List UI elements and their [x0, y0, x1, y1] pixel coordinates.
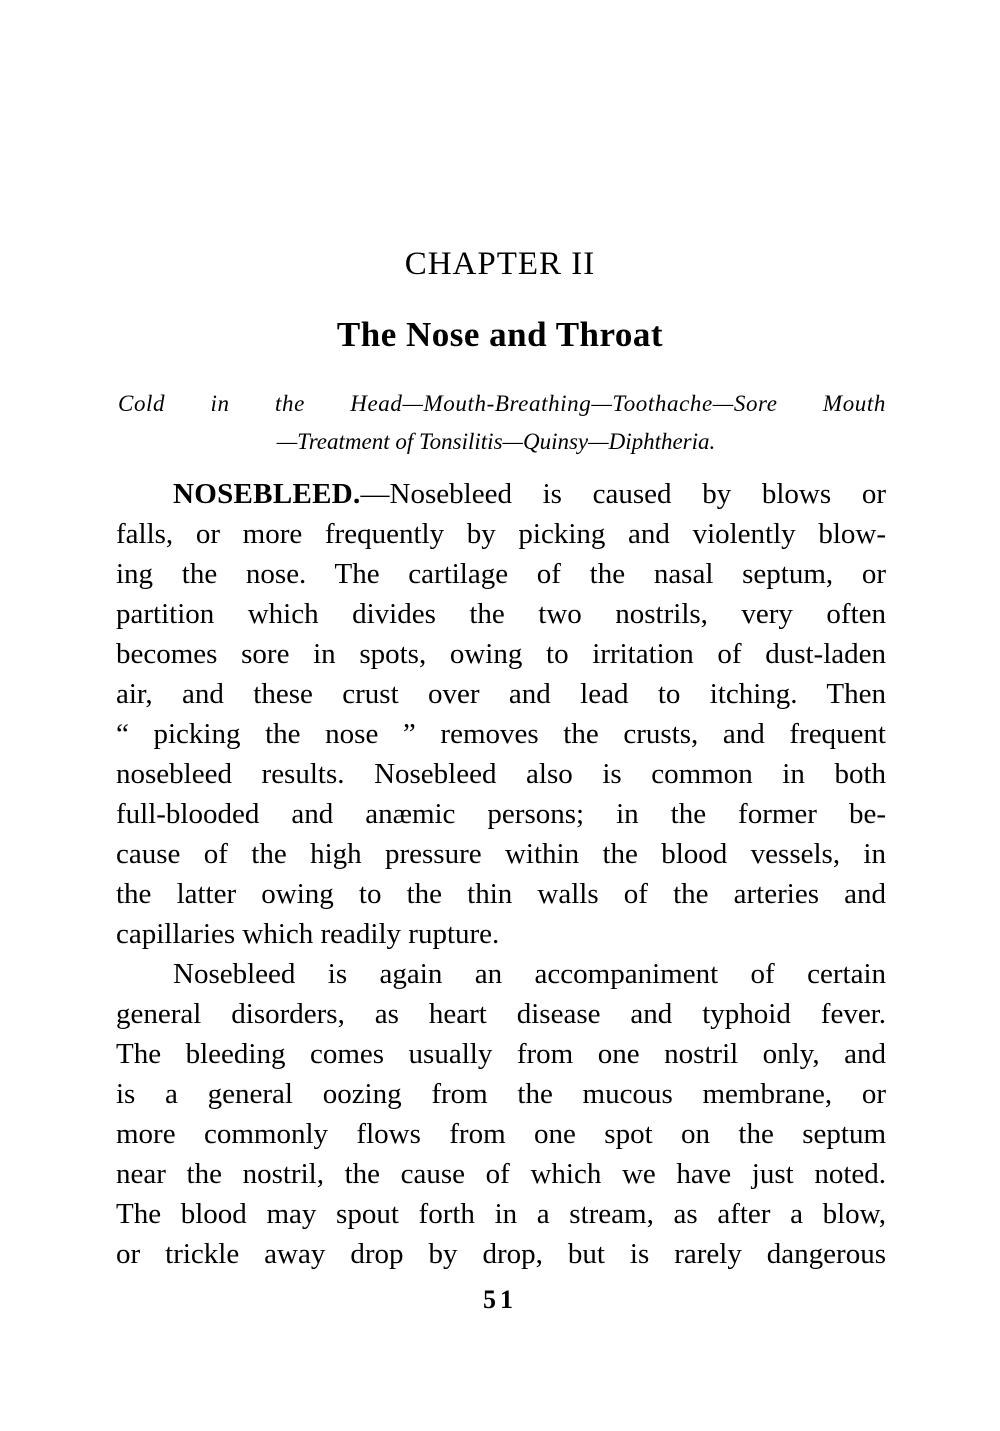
text-line: general disorders, as heart disease and typhoid fever. — [116, 998, 886, 1030]
text-line: air, and these crust over and lead to itching. Then — [116, 678, 886, 710]
text-line: The blood may spout forth in a stream, as after a blow, — [116, 1198, 886, 1230]
synopsis-line: —Treatment of Tonsilitis—Quinsy—Diphtheria. — [276, 429, 716, 454]
text-line: falls, or more frequently by picking and violently blow- — [116, 518, 886, 550]
text-line: becomes sore in spots, owing to irritation of dust-laden — [116, 638, 886, 670]
chapter-title: The Nose and Throat — [336, 315, 664, 354]
text-line: near the nostril, the cause of which we have just noted. — [116, 1158, 886, 1190]
text-line: is a general oozing from the mucous membrane, or — [116, 1078, 886, 1110]
text-line: ing the nose. The cartilage of the nasal septum, or — [116, 558, 886, 590]
text-line: “ picking the nose ” removes the crusts, and frequent — [116, 718, 886, 750]
text-line: full-blooded and anæmic persons; in the former be- — [116, 798, 886, 830]
text-line: Nosebleed is again an accompaniment of certain — [173, 958, 886, 990]
text-line: or trickle away drop by drop, but is rarely dangerous — [116, 1238, 886, 1270]
text-line: the latter owing to the thin walls of the arteries and — [116, 878, 886, 910]
text-line: The bleeding comes usually from one nostril only, and — [116, 1038, 886, 1070]
synopsis-line: Cold in the Head—Mouth-Breathing—Toothache—Sore Mouth — [118, 391, 886, 416]
chapter-number: CHAPTER II — [404, 246, 596, 282]
text-line: cause of the high pressure within the blood vessels, in — [116, 838, 886, 870]
chapter-synopsis — [118, 385, 886, 461]
text-line: partition which divides the two nostrils, very often — [116, 598, 886, 630]
section-heading: NOSEBLEED. — [173, 478, 361, 510]
text-line: capillaries which readily rupture. — [116, 918, 500, 950]
text-line: nosebleed results. Nosebleed also is common in both — [116, 758, 886, 790]
text-line-content: —Nosebleed is caused by blows or — [360, 478, 886, 510]
text-line: more commonly flows from one spot on the septum — [116, 1118, 886, 1150]
text-line — [173, 474, 886, 514]
page-number: 51 — [483, 1285, 517, 1314]
